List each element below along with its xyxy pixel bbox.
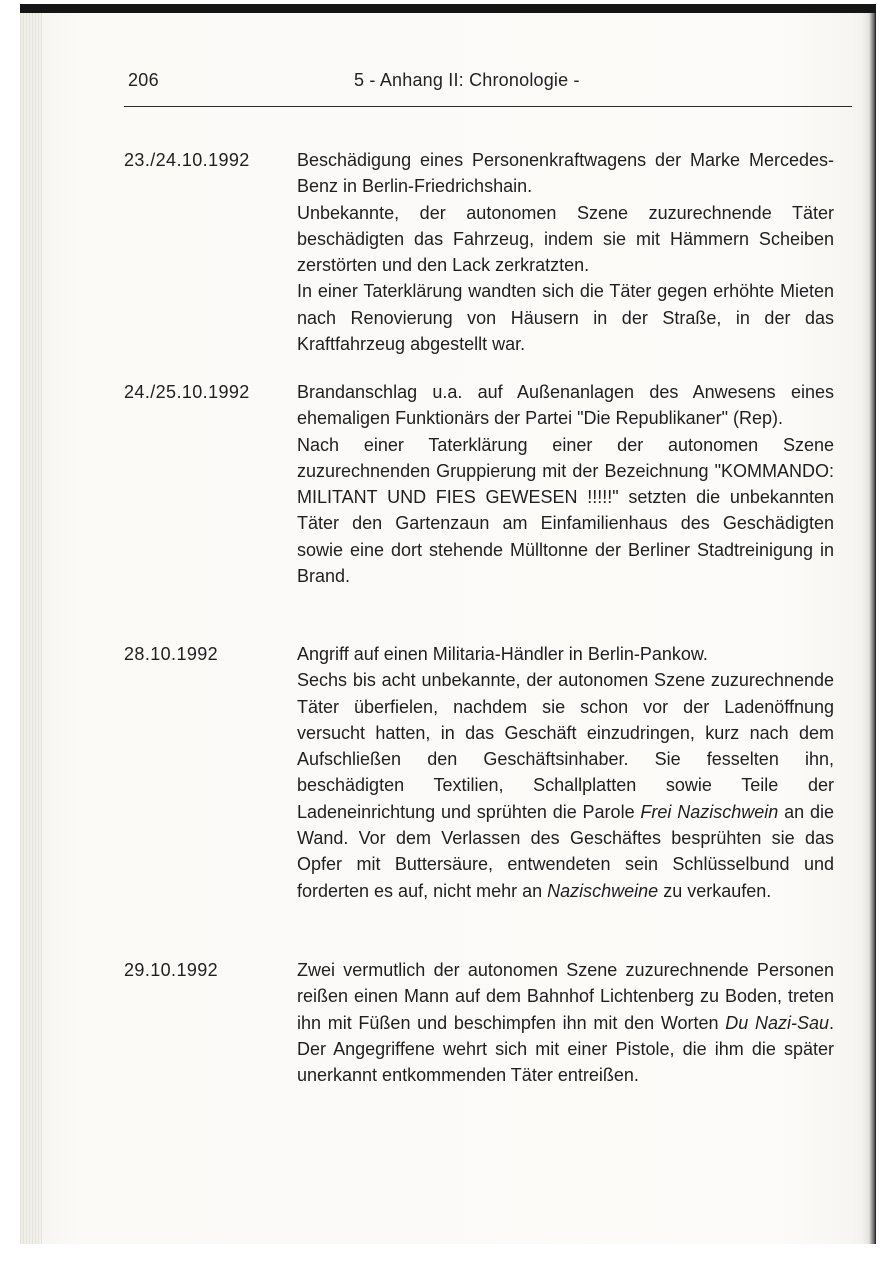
entry-paragraph: In einer Taterklärung wandten sich die Täter gegen erhöhte Mieten nach Renovierung von Häusern in der Straße, in der das Kraftfahrzeug abgestellt war. (297, 281, 834, 355)
entry-text-run: Zwei vermutlich der autonomen Szene zuzurechnende Personen reißen einen Mann auf dem Bahnhof Lichtenberg zu Boden, treten ihn mit Füßen und beschimpfen ihn mit den Worten (297, 960, 834, 1033)
entry-text-run: . Der Angegriffene wehrt sich mit einer Pistole, die ihm die später unerkannt entkommenden Täter entreißen. (297, 1012, 834, 1086)
header-divider (124, 106, 852, 107)
running-title: 5 - Anhang II: Chronologie - (354, 70, 580, 90)
entry-text (297, 379, 834, 589)
quoted-slogan: Frei Nazischwein (640, 801, 779, 822)
page-edge-shadow (862, 13, 876, 1244)
entry-summary: Angriff auf einen Militaria-Händler in Berlin-Pankow. (297, 644, 708, 664)
entry-date: 24./25.10.1992 (124, 382, 250, 402)
entry-text (297, 641, 834, 904)
quoted-insult: Du Nazi-Sau (725, 1012, 829, 1033)
entry-text-run: an die Wand. Vor dem Verlassen des Geschäftes besprühten sie das Opfer mit Buttersäure, entwendeten sein Schlüsselbund und forderten es auf, nicht mehr an (297, 801, 835, 901)
entry-date: 28.10.1992 (124, 644, 219, 664)
entry-date: 23./24.10.1992 (124, 150, 250, 170)
quoted-term: Nazischweine (547, 880, 659, 901)
page-number: 206 (128, 70, 159, 90)
entry-summary: Brandanschlag u.a. auf Außenanlagen des Anwesens eines ehemaligen Funktionärs der Partei "Die Republikaner" (Rep). (297, 382, 834, 429)
entry-date: 29.10.1992 (124, 960, 219, 980)
entry-paragraph (297, 667, 834, 904)
entry-paragraph: Nach einer Taterklärung einer der autonomen Szene zuzurechnenden Gruppierung mit der Bezeichnung "KOMMANDO: MILITANT UND FIES GEWESEN !!!!!" setzten die unbekannten Täter den Gartenzaun am Einfamilienhaus des Geschädigten sowie eine dort stehende Mülltonne der Berliner Stadtreinigung in Brand. (297, 434, 834, 587)
entry-paragraph: Unbekannte, der autonomen Szene zuzurechnende Täter beschädigten das Fahrzeug, indem sie mit Hämmern Scheiben zerstörten und den Lack zerkratzten. (297, 202, 834, 276)
book-spine-shadow (20, 13, 42, 1244)
entry-summary: Beschädigung eines Personenkraftwagens der Marke Mercedes-Benz in Berlin-Friedrichshain. (297, 150, 834, 197)
entry-text (297, 957, 834, 1088)
entry-text-run: zu verkaufen. (658, 880, 772, 901)
entry-paragraph (297, 957, 834, 1088)
book-page (20, 4, 876, 1244)
entry-text-run: Sechs bis acht unbekannte, der autonomen Szene zuzurechnende Täter überfielen, nachdem sie schon vor der Ladenöffnung versucht hatten, in das Geschäft einzudringen, kurz nach dem Aufschließen den Geschäftsinhaber. Sie fesselten ihn, beschädigten Textilien, Schallplatten sowie Teile der Ladeneinrichtung und sprühten die Parole (297, 670, 834, 822)
entry-text (297, 147, 834, 357)
